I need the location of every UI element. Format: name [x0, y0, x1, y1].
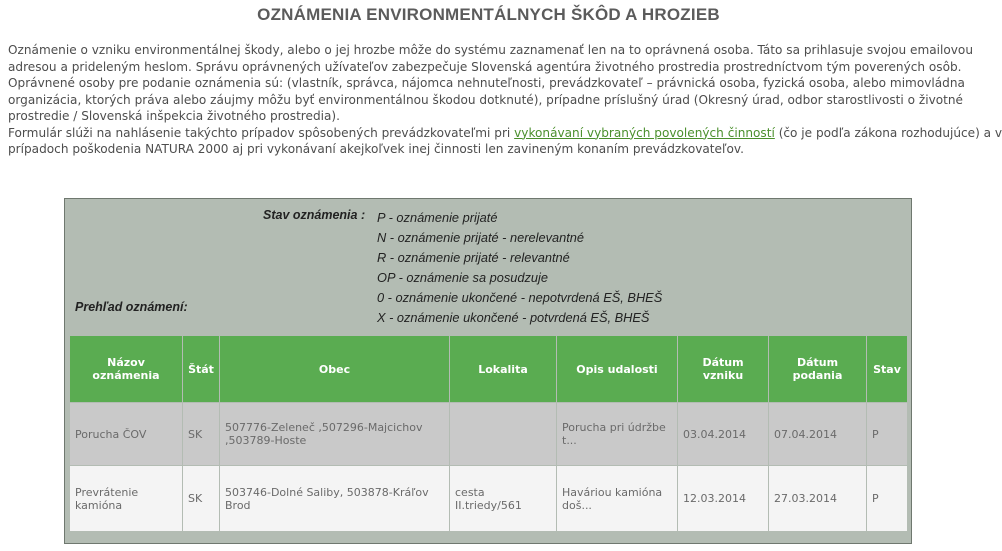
reports-panel [64, 198, 912, 544]
cell-state: SK [183, 466, 219, 531]
intro-text-before-link: Formulár slúži na nahlásenie takýchto prípadov spôsobených prevádzkovateľmi pri [8, 125, 515, 140]
intro-text [8, 42, 1002, 158]
column-header-state[interactable]: Štát [183, 336, 219, 402]
cell-date-submitted: 07.04.2014 [769, 403, 866, 465]
cell-state: SK [183, 403, 219, 465]
status-legend-label: Stav oznámenia : [263, 208, 366, 222]
cell-date-occurred: 03.04.2014 [678, 403, 768, 465]
cell-status: P [867, 403, 907, 465]
intro-line: prostredie / Slovenská inšpekcia životného prostredia). [8, 109, 340, 123]
table-row[interactable] [70, 403, 907, 465]
intro-line [8, 125, 1002, 142]
cell-name[interactable]: Porucha ČOV [70, 403, 182, 465]
status-legend-item: R - oznámenie prijaté - relevantné [377, 250, 570, 265]
table-header-row [70, 336, 907, 402]
column-header-description[interactable]: Opis udalosti [557, 336, 677, 402]
column-header-date-occurred[interactable]: Dátum vzniku [678, 336, 768, 402]
cell-municipality: 507776-Zeleneč ,507296-Majcichov ,503789-Hoste [220, 403, 449, 465]
column-header-municipality[interactable]: Obec [220, 336, 449, 402]
cell-locality: cesta II.triedy/561 [450, 466, 556, 531]
column-header-status[interactable]: Stav [867, 336, 907, 402]
intro-line: Oznámenie o vzniku environmentálnej škody, alebo o jej hrozbe môže do systému zaznamenať len na to oprávnená osoba. Táto sa prihlasuje svojou emailovou [8, 43, 973, 57]
intro-line: organizácia, ktorých práva alebo záujmy môžu byť environmentálnou škodou dotknuté), prípadne príslušný úrad (Okresný úrad, odbor starostlivosti o životné [8, 92, 963, 107]
cell-date-submitted: 27.03.2014 [769, 466, 866, 531]
cell-description: Haváriou kamióna doš... [557, 466, 677, 531]
cell-municipality: 503746-Dolné Saliby, 503878-Kráľov Brod [220, 466, 449, 531]
column-header-locality[interactable]: Lokalita [450, 336, 556, 402]
table-row[interactable] [70, 466, 907, 531]
intro-line: Oprávnené osoby pre podanie oznámenia sú: (vlastník, správca, nájomca nehnuteľnosti, prevádzkovateľ – právnická osoba, fyzická osoba, alebo mimovládna [8, 76, 965, 90]
column-header-name[interactable]: Názov oznámenia [70, 336, 182, 402]
cell-name[interactable]: Prevrátenie kamióna [70, 466, 182, 531]
status-legend-item: N - oznámenie prijaté - nerelevantné [377, 230, 584, 245]
cell-date-occurred: 12.03.2014 [678, 466, 768, 531]
page-title: OZNÁMENIA ENVIRONMENTÁLNYCH ŠKÔD A HROZIEB [257, 5, 720, 24]
reports-table [69, 335, 908, 532]
status-legend-item: 0 - oznámenie ukončené - nepotvrdená EŠ, BHEŠ [377, 290, 663, 305]
intro-text-after-link: (čo je podľa zákona rozhodujúce) a v [774, 125, 1002, 140]
cell-description: Porucha pri údržbe t... [557, 403, 677, 465]
licensed-activities-link[interactable]: vykonávaní vybraných povolených činností [514, 125, 775, 140]
intro-line: prípadoch poškodenia NATURA 2000 aj pri vykonávaní akejkoľvek inej činnosti len zavineným konaním prevádzkovateľov. [8, 142, 744, 156]
status-legend-item: P - oznámenie prijaté [377, 210, 498, 225]
column-header-date-submitted[interactable]: Dátum podania [769, 336, 866, 402]
status-legend-item: X - oznámenie ukončené - potvrdená EŠ, BHEŠ [377, 310, 650, 325]
status-legend-list [377, 208, 662, 328]
cell-locality [450, 403, 556, 465]
cell-status: P [867, 466, 907, 531]
overview-label: Prehľad oznámení: [75, 300, 188, 314]
status-legend-item: OP - oznámenie sa posudzuje [377, 270, 548, 285]
intro-line: adresou a prideleným heslom. Správu oprávnených užívateľov zabezpečuje Slovenská agentúra životného prostredia prostredníctvom tým poverených osôb. [8, 59, 962, 74]
